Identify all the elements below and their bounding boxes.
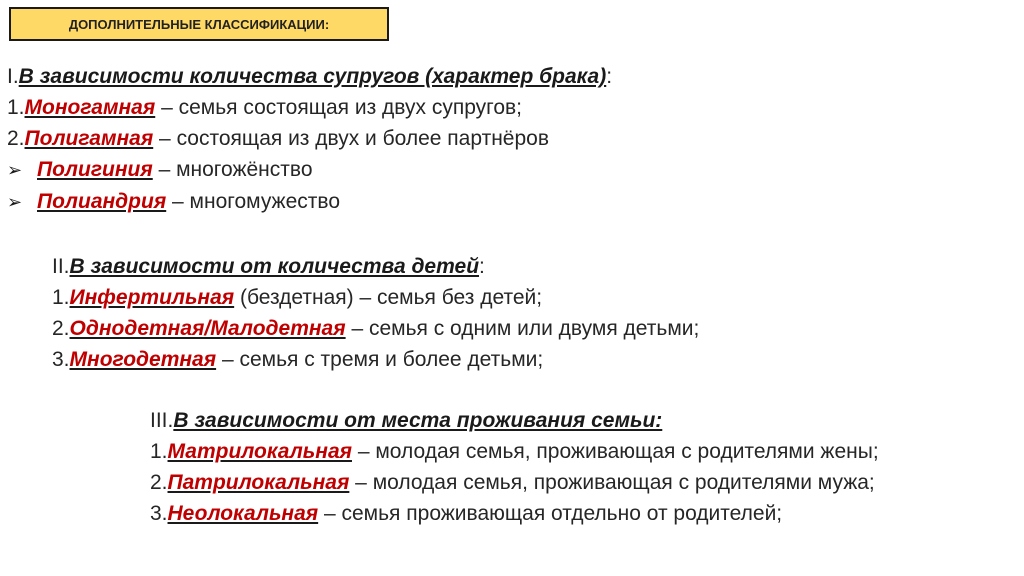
section-heading-text: В зависимости от места проживания семьи:	[173, 409, 663, 432]
page-title: ДОПОЛНИТЕЛЬНЫЕ КЛАССИФИКАЦИИ:	[68, 16, 330, 32]
term: Моногамная	[24, 96, 156, 119]
item-number: 1.	[7, 96, 25, 119]
heading-colon: :	[479, 255, 485, 278]
term-description: – семья проживающая отдельно от родителей;	[318, 502, 783, 525]
section-heading	[7, 61, 612, 92]
section-residence	[150, 405, 879, 529]
term-description: – многожёнство	[152, 158, 313, 181]
section-number: III.	[150, 409, 174, 432]
arrow-bullet-icon: ➢	[7, 160, 23, 180]
list-item	[52, 344, 699, 375]
term: Матрилокальная	[167, 440, 352, 463]
term: Однодетная/Малодетная	[69, 317, 346, 340]
item-number: 3.	[150, 502, 168, 525]
list-item	[150, 498, 879, 529]
heading-colon: :	[606, 65, 613, 88]
title-box	[9, 7, 389, 41]
list-item	[150, 436, 879, 467]
term: Неолокальная	[167, 502, 319, 525]
term-description: – семья состоящая из двух супругов;	[155, 96, 523, 119]
item-number: 1.	[150, 440, 168, 463]
term: Полигиния	[37, 158, 153, 181]
section-children-count	[52, 251, 699, 375]
item-number: 2.	[7, 127, 25, 150]
term: Полигамная	[24, 127, 154, 150]
bullet-item	[7, 186, 612, 218]
item-number: 1.	[52, 286, 70, 309]
section-number: II.	[52, 255, 70, 278]
section-heading-text: В зависимости количества супругов (характер брака)	[18, 65, 607, 88]
term-description: – молодая семья, проживающая с родителями жены;	[351, 440, 879, 463]
term-description: – молодая семья, проживающая с родителями мужа;	[349, 471, 875, 494]
section-heading	[52, 251, 699, 282]
term: Патрилокальная	[167, 471, 350, 494]
item-number: 2.	[150, 471, 168, 494]
list-item	[7, 123, 612, 154]
list-item	[52, 282, 699, 313]
arrow-bullet-icon: ➢	[7, 192, 23, 212]
list-item	[150, 467, 879, 498]
section-heading	[150, 405, 879, 436]
list-item	[52, 313, 699, 344]
list-item	[7, 92, 612, 123]
section-heading-text: В зависимости от количества детей	[69, 255, 480, 278]
term: Полиандрия	[37, 190, 167, 213]
term-description: – многомужество	[166, 190, 340, 213]
term-description: – семья с тремя и более детьми;	[216, 348, 544, 371]
term-description: (бездетная) – семья без детей;	[234, 286, 543, 309]
term-description: – семья с одним или двумя детьми;	[345, 317, 700, 340]
item-number: 2.	[52, 317, 70, 340]
term: Инфертильная	[69, 286, 235, 309]
term-description: – состоящая из двух и более партнёров	[153, 127, 549, 150]
bullet-item	[7, 154, 612, 186]
item-number: 3.	[52, 348, 70, 371]
section-number: I.	[7, 65, 19, 88]
section-marriage-type	[7, 61, 612, 218]
term: Многодетная	[69, 348, 217, 371]
